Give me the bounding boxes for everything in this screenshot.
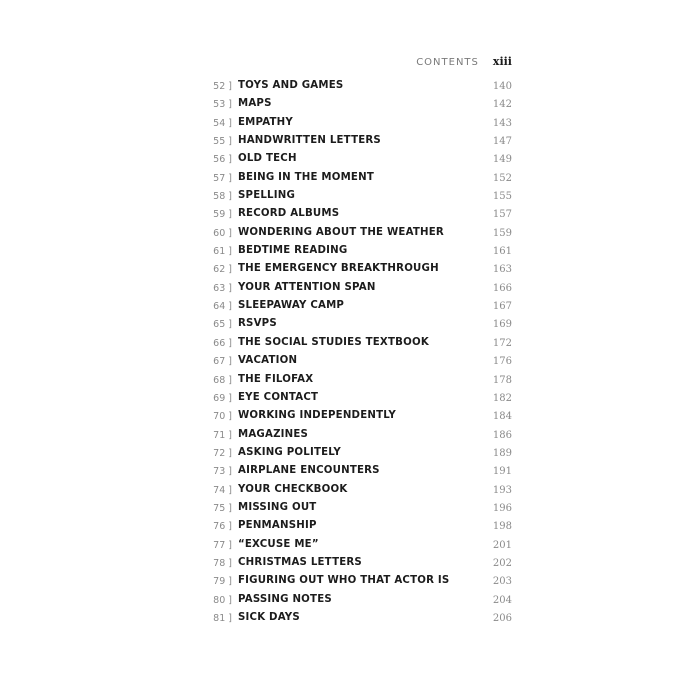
- chapter-title: THE EMERGENCY BREAKTHROUGH: [238, 263, 439, 275]
- chapter-title: WORKING INDEPENDENTLY: [238, 410, 396, 422]
- contents-entry: [198, 79, 512, 97]
- chapter-page-number: 159: [492, 227, 512, 239]
- chapter-title: SPELLING: [238, 190, 296, 202]
- chapter-title: RECORD ALBUMS: [238, 208, 340, 220]
- chapter-title: RSVPS: [238, 318, 277, 330]
- chapter-page-number: 178: [492, 374, 512, 386]
- chapter-title: SICK DAYS: [238, 611, 300, 623]
- chapter-number: 53 ]: [213, 99, 232, 111]
- contents-entry: [198, 189, 512, 207]
- chapter-page-number: 193: [492, 484, 512, 496]
- chapter-title: “EXCUSE ME”: [238, 538, 319, 550]
- contents-entry: [198, 171, 512, 189]
- contents-entry: [198, 611, 512, 629]
- chapter-title: BEING IN THE MOMENT: [238, 171, 374, 183]
- chapter-number: 75 ]: [213, 502, 232, 514]
- chapter-number: 65 ]: [213, 319, 232, 331]
- chapter-number: 76 ]: [213, 521, 232, 533]
- chapter-title: THE SOCIAL STUDIES TEXTBOOK: [238, 336, 429, 348]
- chapter-page-number: 206: [492, 612, 512, 624]
- chapter-number: 72 ]: [213, 447, 232, 459]
- contents-entry: [198, 574, 512, 592]
- chapter-title: MISSING OUT: [238, 501, 317, 513]
- contents-list: [198, 79, 512, 629]
- contents-entry: [198, 317, 512, 335]
- contents-entry: [198, 354, 512, 372]
- chapter-page-number: 142: [492, 99, 512, 111]
- contents-entry: [198, 556, 512, 574]
- chapter-page-number: 182: [492, 392, 512, 404]
- chapter-title: PASSING NOTES: [238, 593, 332, 605]
- chapter-title: VACATION: [238, 355, 298, 367]
- chapter-page-number: 155: [492, 191, 512, 203]
- contents-entry: [198, 97, 512, 115]
- chapter-number: 66 ]: [213, 337, 232, 349]
- running-header: [416, 55, 512, 68]
- chapter-title: TOYS AND GAMES: [238, 80, 344, 91]
- chapter-number: 56 ]: [213, 154, 232, 166]
- chapter-title: BEDTIME READING: [238, 245, 348, 257]
- contents-entry: [198, 593, 512, 611]
- chapter-number: 77 ]: [213, 539, 232, 551]
- chapter-title: THE FILOFAX: [238, 373, 314, 385]
- chapter-title: MAGAZINES: [238, 428, 309, 440]
- contents-entry: [198, 134, 512, 152]
- chapter-page-number: 189: [492, 447, 512, 459]
- contents-entry: [198, 373, 512, 391]
- chapter-number: 57 ]: [213, 172, 232, 184]
- contents-entry: [198, 409, 512, 427]
- chapter-title: MAPS: [238, 98, 272, 110]
- chapter-title: YOUR CHECKBOOK: [238, 483, 348, 495]
- chapter-number: 71 ]: [213, 429, 232, 441]
- contents-entry: [198, 464, 512, 482]
- chapter-number: 80 ]: [213, 594, 232, 606]
- chapter-page-number: 157: [492, 209, 512, 221]
- chapter-number: 60 ]: [213, 227, 232, 239]
- contents-entry: [198, 116, 512, 134]
- chapter-title: WONDERING ABOUT THE WEATHER: [238, 226, 444, 238]
- chapter-title: SLEEPAWAY CAMP: [238, 300, 345, 312]
- chapter-title: ASKING POLITELY: [238, 446, 341, 458]
- chapter-page-number: 203: [492, 576, 512, 588]
- chapter-number: 81 ]: [213, 612, 232, 624]
- contents-entry: [198, 446, 512, 464]
- contents-entry: [198, 244, 512, 262]
- chapter-number: 54 ]: [213, 117, 232, 129]
- contents-entry: [198, 299, 512, 317]
- contents-entry: [198, 391, 512, 409]
- contents-entry: [198, 501, 512, 519]
- chapter-title: CHRISTMAS LETTERS: [238, 556, 362, 568]
- chapter-page-number: 202: [492, 557, 512, 569]
- contents-entry: [198, 538, 512, 556]
- contents-entry: [198, 207, 512, 225]
- chapter-number: 55 ]: [213, 136, 232, 148]
- chapter-page-number: 198: [492, 521, 512, 533]
- chapter-page-number: 169: [492, 319, 512, 331]
- chapter-number: 74 ]: [213, 484, 232, 496]
- chapter-number: 78 ]: [213, 557, 232, 569]
- chapter-page-number: 196: [492, 502, 512, 514]
- chapter-page-number: 143: [492, 117, 512, 129]
- contents-entry: [198, 262, 512, 280]
- running-header-page-number: xiii: [492, 55, 512, 68]
- chapter-number: 73 ]: [213, 466, 232, 478]
- chapter-page-number: 204: [492, 594, 512, 606]
- chapter-title: YOUR ATTENTION SPAN: [238, 281, 376, 293]
- contents-entry: [198, 519, 512, 537]
- chapter-number: 52 ]: [213, 81, 232, 92]
- chapter-page-number: 201: [492, 539, 512, 551]
- chapter-number: 63 ]: [213, 282, 232, 294]
- chapter-title: AIRPLANE ENCOUNTERS: [238, 465, 380, 477]
- chapter-page-number: 152: [492, 172, 512, 184]
- chapter-number: 70 ]: [213, 411, 232, 423]
- chapter-page-number: 186: [492, 429, 512, 441]
- chapter-number: 58 ]: [213, 191, 232, 203]
- chapter-title: EYE CONTACT: [238, 391, 319, 403]
- chapter-number: 79 ]: [213, 576, 232, 588]
- contents-entry: [198, 428, 512, 446]
- contents-entry: [198, 281, 512, 299]
- chapter-title: EMPATHY: [238, 116, 293, 128]
- running-header-label: CONTENTS: [416, 57, 479, 68]
- chapter-title: PENMANSHIP: [238, 520, 317, 532]
- chapter-number: 69 ]: [213, 392, 232, 404]
- chapter-title: FIGURING OUT WHO THAT ACTOR IS: [238, 575, 450, 587]
- chapter-page-number: 140: [492, 81, 512, 92]
- chapter-page-number: 184: [492, 411, 512, 423]
- chapter-number: 62 ]: [213, 264, 232, 276]
- chapter-number: 64 ]: [213, 301, 232, 313]
- contents-entry: [198, 226, 512, 244]
- chapter-number: 67 ]: [213, 356, 232, 368]
- contents-entry: [198, 152, 512, 170]
- chapter-page-number: 191: [492, 466, 512, 478]
- chapter-page-number: 161: [492, 246, 512, 258]
- chapter-number: 59 ]: [213, 209, 232, 221]
- chapter-page-number: 176: [492, 356, 512, 368]
- chapter-page-number: 167: [492, 301, 512, 313]
- chapter-page-number: 147: [492, 136, 512, 148]
- chapter-page-number: 166: [492, 282, 512, 294]
- contents-entry: [198, 336, 512, 354]
- chapter-page-number: 149: [492, 154, 512, 166]
- chapter-number: 68 ]: [213, 374, 232, 386]
- chapter-page-number: 163: [492, 264, 512, 276]
- contents-entry: [198, 483, 512, 501]
- chapter-title: HANDWRITTEN LETTERS: [238, 135, 381, 147]
- chapter-number: 61 ]: [213, 246, 232, 258]
- chapter-title: OLD TECH: [238, 153, 297, 165]
- chapter-page-number: 172: [492, 337, 512, 349]
